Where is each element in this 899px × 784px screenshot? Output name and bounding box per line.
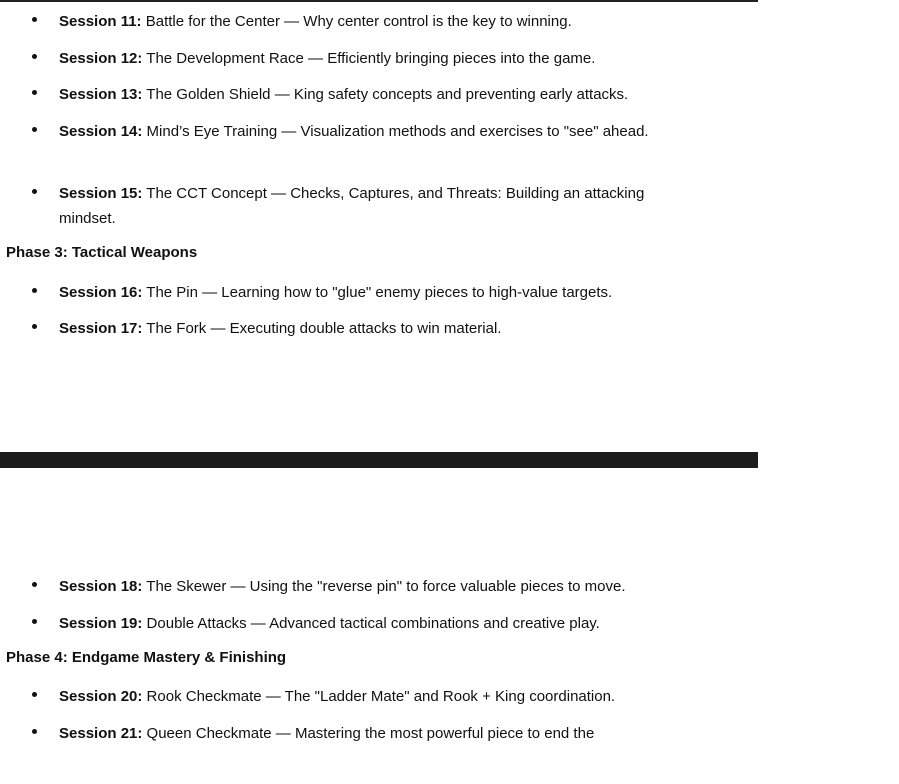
session-description: The Fork — Executing double attacks to win material. <box>146 320 502 337</box>
list-item-text <box>59 280 679 305</box>
bullet-icon <box>32 619 37 624</box>
bullet-icon <box>32 54 37 59</box>
session-description: The Golden Shield — King safety concepts and preventing early attacks. <box>146 86 629 103</box>
page-break-bar <box>0 452 758 468</box>
session-label: Session 18: <box>59 578 143 595</box>
session-label: Session 16: <box>59 284 143 301</box>
top-rule <box>0 0 758 2</box>
list-item-text <box>59 574 679 599</box>
session-label: Session 17: <box>59 320 143 337</box>
bullet-icon <box>32 288 37 293</box>
list-item-text <box>59 46 679 71</box>
list-item-text <box>59 9 679 34</box>
session-description: The Pin — Learning how to "glue" enemy pieces to high-value targets. <box>146 284 613 301</box>
list-item-text <box>59 119 659 144</box>
list-item-text <box>59 181 674 231</box>
list-item-text <box>59 721 699 746</box>
session-description: Battle for the Center — Why center control is the key to winning. <box>145 13 572 30</box>
session-description: The CCT Concept — Checks, Captures, and Threats: Building an attacking mindset. <box>59 185 645 227</box>
list-item-text <box>59 684 679 709</box>
session-label: Session 21: <box>59 725 143 742</box>
bullet-icon <box>32 692 37 697</box>
list-item-text <box>59 611 679 636</box>
session-description: Rook Checkmate — The "Ladder Mate" and Rook + King coordination. <box>146 688 616 705</box>
bullet-icon <box>32 17 37 22</box>
session-label: Session 20: <box>59 688 143 705</box>
bullet-icon <box>32 582 37 587</box>
session-description: Double Attacks — Advanced tactical combinations and creative play. <box>146 615 600 632</box>
bullet-icon <box>32 90 37 95</box>
phase-heading: Phase 3: Tactical Weapons <box>6 244 198 261</box>
session-label: Session 15: <box>59 185 143 202</box>
phase-heading: Phase 4: Endgame Mastery & Finishing <box>6 649 287 666</box>
bullet-icon <box>32 324 37 329</box>
bullet-icon <box>32 729 37 734</box>
session-description: The Skewer — Using the "reverse pin" to force valuable pieces to move. <box>146 578 626 595</box>
session-description: The Development Race — Efficiently bringing pieces into the game. <box>146 50 596 67</box>
session-label: Session 11: <box>59 13 142 30</box>
session-label: Session 19: <box>59 615 143 632</box>
session-description: Mind’s Eye Training — Visualization methods and exercises to "see" ahead. <box>146 123 649 140</box>
list-item-text <box>59 316 679 341</box>
session-label: Session 14: <box>59 123 143 140</box>
bullet-icon <box>32 189 37 194</box>
list-item-text <box>59 82 679 107</box>
bullet-icon <box>32 127 37 132</box>
session-label: Session 12: <box>59 50 143 67</box>
session-label: Session 13: <box>59 86 143 103</box>
session-description: Queen Checkmate — Mastering the most powerful piece to end the <box>146 725 595 742</box>
